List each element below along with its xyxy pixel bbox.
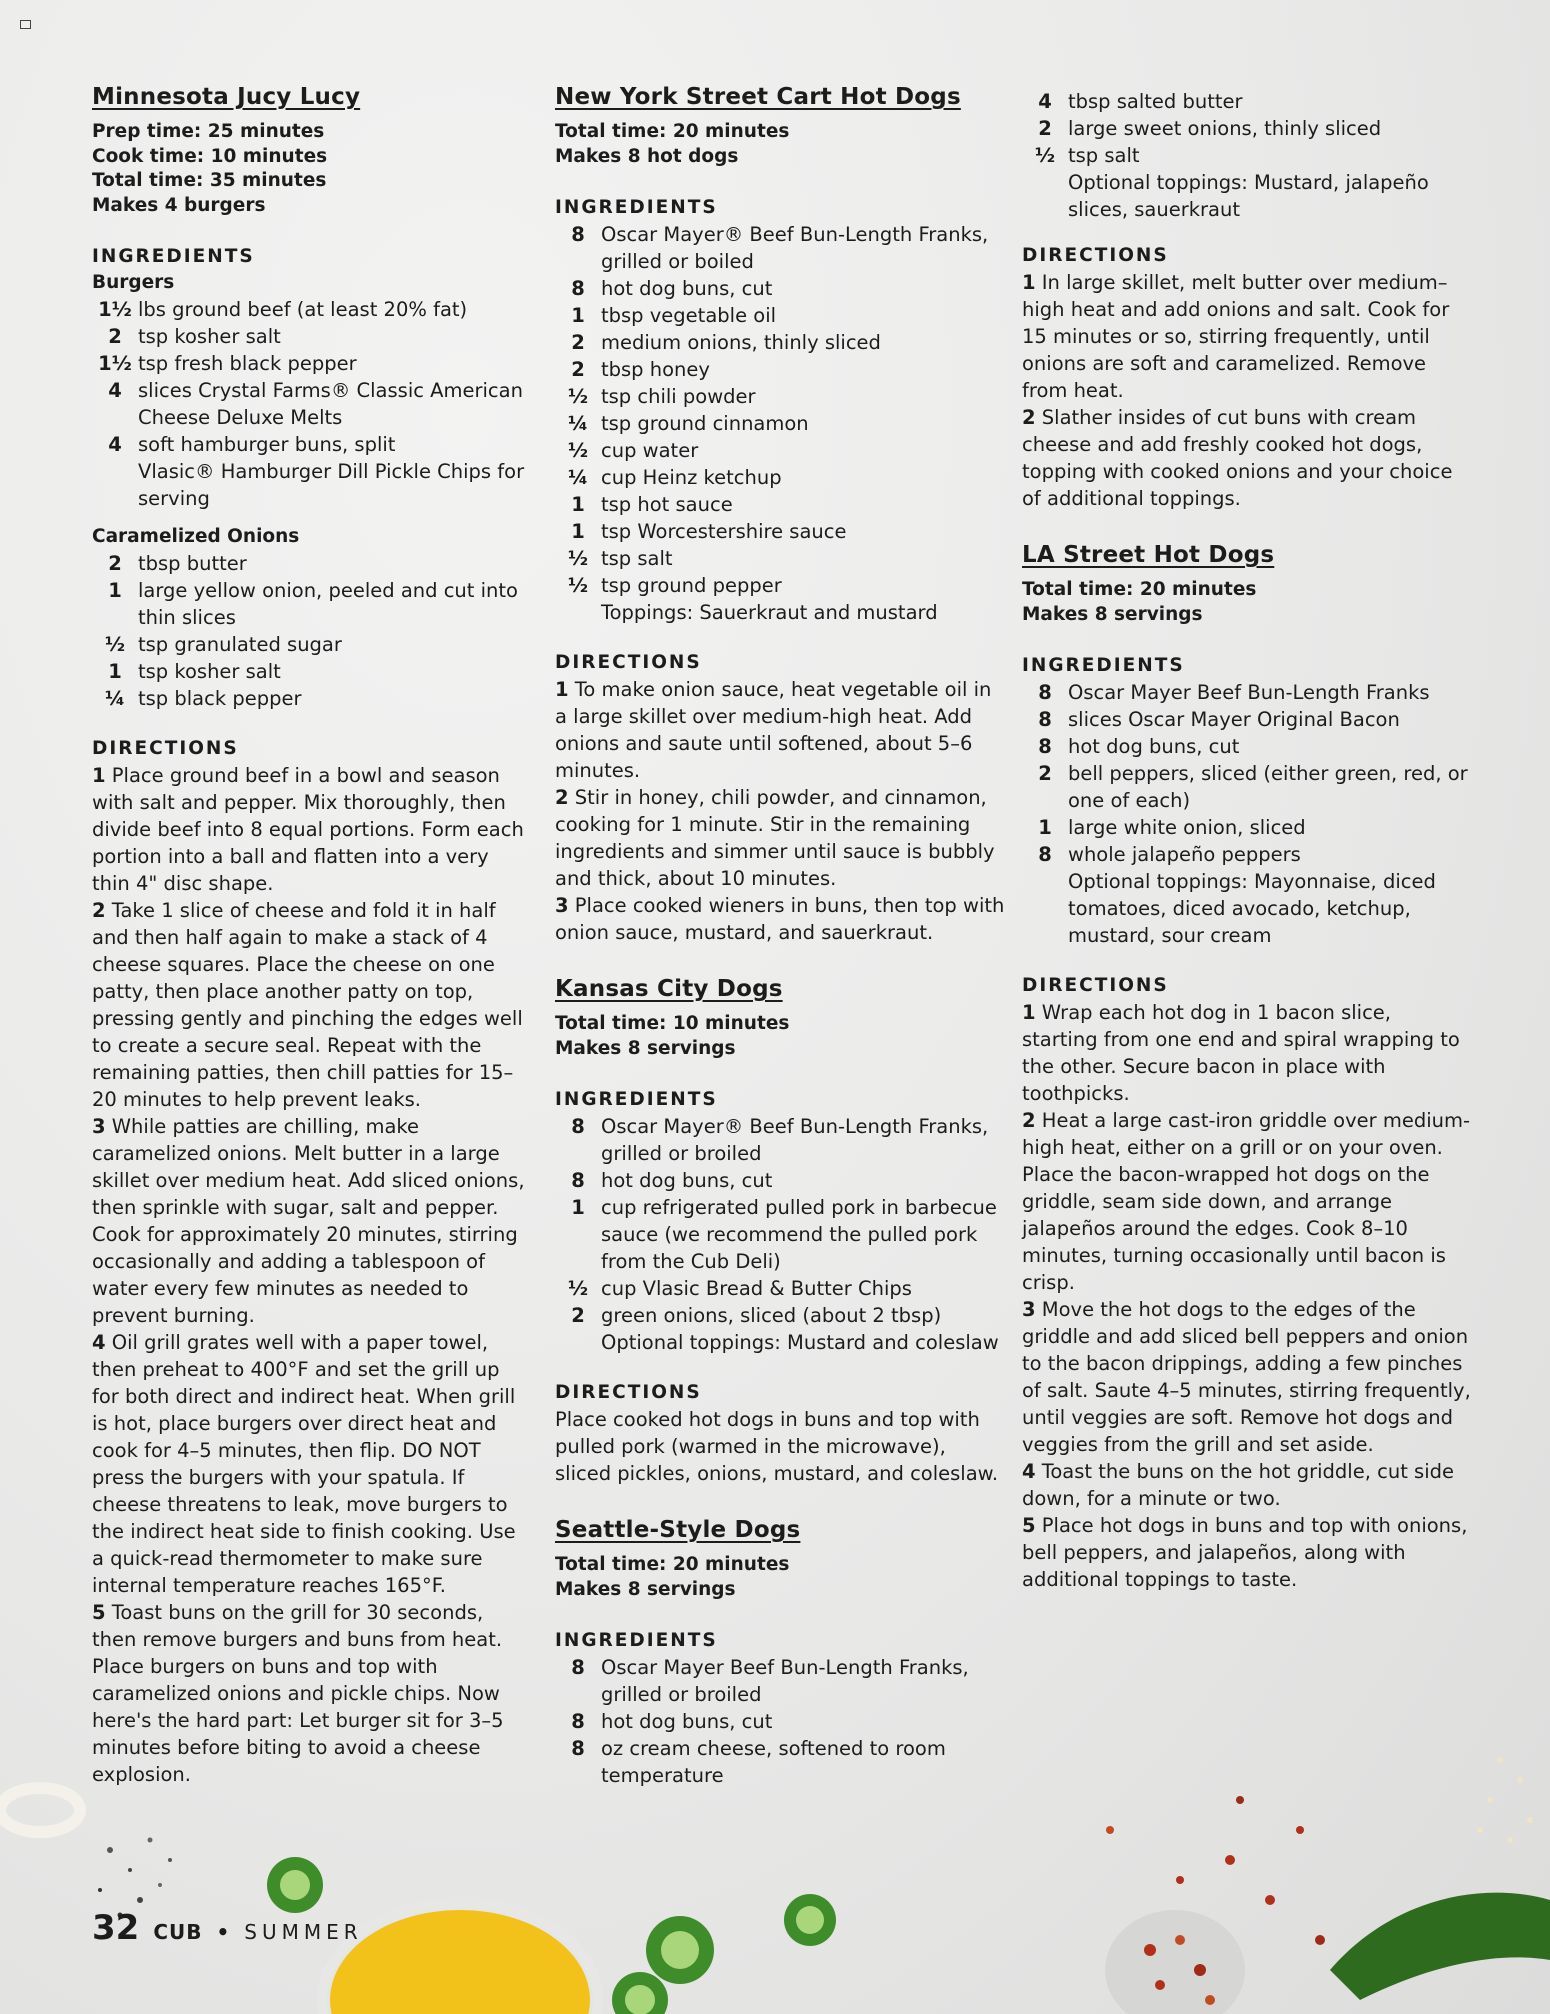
ingredient-text: Oscar Mayer Beef Bun-Length Franks <box>1068 681 1430 704</box>
ingredient-text: Toppings: Sauerkraut and mustard <box>601 601 938 624</box>
total-time: Total time: 20 minutes <box>555 121 790 142</box>
ingredient-text: Oscar Mayer® Beef Bun-Length Franks, grilled or broiled <box>601 1115 989 1165</box>
ingredient-quantity: 2 <box>571 1304 585 1327</box>
direction-step <box>555 892 1005 946</box>
ingredient-item <box>92 377 532 431</box>
directions-heading: DIRECTIONS <box>555 1382 702 1403</box>
total-time: Total time: 20 minutes <box>555 1554 790 1575</box>
subsection-heading: Caramelized Onions <box>92 526 300 547</box>
ingredient-quantity: ½ <box>567 1277 589 1300</box>
step-text: Heat a large cast-iron griddle over medium-high heat, either on a grill or on your oven. Place the bacon-wrapped hot dogs on the griddle, seam side down, and arrange jalapeños around the edges. Cook 8–10 minutes, turning occasionally until bacon is crisp. <box>1022 1109 1471 1294</box>
direction-step <box>92 897 532 1113</box>
yield: Makes 8 hot dogs <box>555 145 739 167</box>
directions-heading: DIRECTIONS <box>92 738 239 759</box>
ingredient-item <box>92 685 532 712</box>
recipe-meta <box>555 1012 1005 1061</box>
ingredient-text: tsp kosher salt <box>138 660 281 683</box>
ingredient-quantity: 8 <box>571 1737 585 1760</box>
ingredient-quantity <box>555 599 601 626</box>
recipe-meta <box>555 1553 1005 1602</box>
direction-step <box>1022 269 1472 404</box>
ingredient-quantity: 1 <box>108 579 122 602</box>
ingredient-item <box>92 350 532 377</box>
ingredient-list <box>555 1113 1005 1356</box>
recipe-column-1 <box>92 84 532 1788</box>
ingredient-text: lbs ground beef (at least 20% fat) <box>138 298 468 321</box>
directions-heading: DIRECTIONS <box>1022 975 1169 996</box>
ingredient-text: Optional toppings: Mayonnaise, diced tomatoes, diced avocado, ketchup, mustard, sour cream <box>1068 870 1436 947</box>
ingredient-list <box>555 221 1005 626</box>
ingredient-quantity: 1 <box>571 493 585 516</box>
ingredient-text: tsp black pepper <box>138 687 302 710</box>
recipe-title: New York Street Cart Hot Dogs <box>555 84 961 110</box>
direction-step <box>555 784 1005 892</box>
step-number: 1 <box>1022 1001 1036 1024</box>
recipe-meta <box>555 120 1005 169</box>
ingredient-quantity: 8 <box>571 1710 585 1733</box>
ingredient-item <box>555 464 1005 491</box>
yield: Makes 8 servings <box>555 1578 736 1600</box>
ingredient-item <box>555 491 1005 518</box>
total-time: Total time: 35 minutes <box>92 170 327 191</box>
ingredient-text: tsp fresh black pepper <box>138 352 357 375</box>
ingredient-item <box>92 550 532 577</box>
ingredient-item <box>92 577 532 631</box>
ingredient-quantity: 8 <box>571 1169 585 1192</box>
ingredients-heading: INGREDIENTS <box>1022 655 1185 676</box>
ingredient-quantity: 4 <box>108 379 122 402</box>
ingredient-text: slices Crystal Farms® Classic American Cheese Deluxe Melts <box>138 379 523 429</box>
ingredient-item <box>92 631 532 658</box>
ingredient-item <box>555 1654 1005 1708</box>
ingredient-quantity: 8 <box>571 1115 585 1138</box>
sesame-seeds-decoration <box>1477 1757 1533 1843</box>
ingredient-quantity: 8 <box>1038 843 1052 866</box>
ingredient-quantity: 8 <box>571 1656 585 1679</box>
direction-step <box>92 1599 532 1788</box>
step-number: 2 <box>1022 1109 1036 1132</box>
direction-step <box>92 1113 532 1329</box>
ingredient-item <box>555 518 1005 545</box>
ingredient-text: cup Heinz ketchup <box>601 466 782 489</box>
ingredient-text: large sweet onions, thinly sliced <box>1068 117 1382 140</box>
ingredient-text: Oscar Mayer Beef Bun-Length Franks, grilled or broiled <box>601 1656 969 1706</box>
ingredient-text: Vlasic® Hamburger Dill Pickle Chips for serving <box>138 460 525 510</box>
directions-text: Place cooked hot dogs in buns and top with pulled pork (warmed in the microwave), sliced pickles, onions, mustard, and coleslaw. <box>555 1408 999 1485</box>
step-text: While patties are chilling, make caramelized onions. Melt butter in a large skillet over medium heat. Add sliced onions, then sprinkle with sugar, salt and pepper. Cook for approximately 20 minutes, stirring occasionally and adding a tablespoon of water every few minutes as needed to prevent burning. <box>92 1115 525 1327</box>
jalapeno-pepper-decoration <box>1330 1893 1550 2000</box>
ingredient-item <box>1022 814 1472 841</box>
recipe-title: LA Street Hot Dogs <box>1022 542 1275 568</box>
step-number: 1 <box>92 764 106 787</box>
ingredient-item <box>92 458 532 512</box>
step-number: 2 <box>1022 406 1036 429</box>
ingredient-quantity: 4 <box>1038 90 1052 113</box>
ingredient-text: tsp ground pepper <box>601 574 782 597</box>
ingredient-text: green onions, sliced (about 2 tbsp) <box>601 1304 942 1327</box>
ingredient-text: Oscar Mayer® Beef Bun-Length Franks, grilled or boiled <box>601 223 989 273</box>
total-time: Total time: 20 minutes <box>1022 579 1257 600</box>
step-number: 3 <box>555 894 569 917</box>
ingredient-quantity: 8 <box>571 277 585 300</box>
prep-time: Prep time: 25 minutes <box>92 121 325 142</box>
chili-flakes-decoration <box>1105 1796 1325 2014</box>
ingredient-quantity: 4 <box>108 433 122 456</box>
directions-list <box>1022 269 1472 512</box>
ingredient-item <box>1022 733 1472 760</box>
ingredient-quantity: 2 <box>108 325 122 348</box>
ingredient-item <box>555 572 1005 599</box>
step-number: 4 <box>92 1331 106 1354</box>
step-text: Oil grill grates well with a paper towel, then preheat to 400°F and set the grill up for both direct and indirect heat. When grill is hot, place burgers over direct heat and cook for 4–5 minutes, then flip. DO NOT press the burgers with your spatula. If cheese threatens to leak, move burgers to the indirect heat side to finish cooking. Use a quick-read thermometer to make sure internal temperature reaches 165°F. <box>92 1331 516 1597</box>
ingredient-quantity: ¼ <box>567 412 589 435</box>
ingredient-item <box>555 1113 1005 1167</box>
step-number: 1 <box>555 678 569 701</box>
ingredient-text: tsp kosher salt <box>138 325 281 348</box>
ingredient-text: tbsp butter <box>138 552 247 575</box>
ingredient-text: tsp hot sauce <box>601 493 733 516</box>
ingredient-item <box>555 383 1005 410</box>
ingredient-item <box>1022 706 1472 733</box>
ingredient-text: cup Vlasic Bread & Butter Chips <box>601 1277 912 1300</box>
ingredients-heading: INGREDIENTS <box>555 1089 718 1110</box>
recipe-title: Seattle-Style Dogs <box>555 1517 801 1543</box>
direction-step <box>1022 999 1472 1107</box>
ingredient-quantity <box>92 458 138 512</box>
ingredient-item <box>555 1708 1005 1735</box>
ingredient-item <box>555 1275 1005 1302</box>
ingredient-item <box>555 356 1005 383</box>
ingredient-text: hot dog buns, cut <box>601 1169 773 1192</box>
ingredient-text: oz cream cheese, softened to room temperature <box>601 1737 946 1787</box>
season-label: SUMMER <box>244 1920 363 1944</box>
ingredient-item <box>92 658 532 685</box>
ingredient-quantity: 8 <box>1038 708 1052 731</box>
ingredient-text: hot dog buns, cut <box>601 1710 773 1733</box>
ingredient-quantity <box>1022 169 1068 223</box>
ingredient-text: tsp chili powder <box>601 385 756 408</box>
cook-time: Cook time: 10 minutes <box>92 145 328 167</box>
ingredient-item <box>92 323 532 350</box>
ingredient-item <box>555 437 1005 464</box>
ingredient-quantity: ¼ <box>567 466 589 489</box>
ingredient-item <box>1022 679 1472 706</box>
step-text: In large skillet, melt butter over medium–high heat and add onions and salt. Cook for 15 minutes or so, stirring frequently, until onions are soft and caramelized. Remove from heat. <box>1022 271 1450 402</box>
page-number: 32 <box>92 1908 140 1948</box>
ingredient-quantity: ½ <box>567 385 589 408</box>
ingredient-quantity: 2 <box>571 358 585 381</box>
yield: Makes 8 servings <box>555 1037 736 1059</box>
ingredient-item <box>1022 88 1472 115</box>
ingredient-list <box>92 550 532 712</box>
ingredient-item <box>555 1735 1005 1789</box>
brand-name: CUB <box>153 1920 203 1944</box>
ingredient-quantity: ½ <box>1034 144 1056 167</box>
ingredient-quantity: 1 <box>571 304 585 327</box>
ingredient-text: tsp Worcestershire sauce <box>601 520 847 543</box>
ingredient-item <box>1022 169 1472 223</box>
ingredient-quantity: 2 <box>1038 117 1052 140</box>
ingredient-item <box>555 275 1005 302</box>
pepper-grains-decoration <box>98 1838 172 1918</box>
recipe-column-2 <box>555 84 1005 1789</box>
direction-step <box>1022 1458 1472 1512</box>
ingredient-quantity: 8 <box>1038 681 1052 704</box>
ingredient-text: slices Oscar Mayer Original Bacon <box>1068 708 1400 731</box>
step-text: Wrap each hot dog in 1 bacon slice, starting from one end and spiral wrapping to the other. Secure bacon in place with toothpicks. <box>1022 1001 1460 1105</box>
step-text: Stir in honey, chili powder, and cinnamon, cooking for 1 minute. Stir in the remaining ingredients and simmer until sauce is bubbly and thick, about 10 minutes. <box>555 786 995 890</box>
ingredient-text: tbsp vegetable oil <box>601 304 777 327</box>
ingredient-quantity: 2 <box>571 331 585 354</box>
direction-step <box>1022 1512 1472 1593</box>
step-text: Place hot dogs in buns and top with onions, bell peppers, and jalapeños, along with additional toppings to taste. <box>1022 1514 1468 1591</box>
ingredient-quantity: 1 <box>1038 816 1052 839</box>
step-text: Place ground beef in a bowl and season with salt and pepper. Mix thoroughly, then divide beef into 8 equal portions. Form each portion into a ball and flatten into a very thin 4" disc shape. <box>92 764 524 895</box>
ingredient-item <box>1022 115 1472 142</box>
ingredient-quantity: 8 <box>1038 735 1052 758</box>
ingredient-text: tbsp salted butter <box>1068 90 1243 113</box>
ingredient-item <box>555 1194 1005 1275</box>
ingredient-quantity: 2 <box>1038 762 1052 785</box>
step-number: 3 <box>92 1115 106 1138</box>
ingredient-item <box>555 410 1005 437</box>
ingredients-heading: INGREDIENTS <box>555 197 718 218</box>
ingredient-quantity: 1 <box>571 1196 585 1219</box>
ingredient-item <box>1022 841 1472 868</box>
subsection-heading: Burgers <box>92 272 175 293</box>
recipe-meta <box>92 120 532 218</box>
recipe-title: Kansas City Dogs <box>555 976 783 1002</box>
recipe-column-3 <box>1022 88 1472 1593</box>
ingredient-item <box>555 1167 1005 1194</box>
ingredient-item <box>555 545 1005 572</box>
step-text: To make onion sauce, heat vegetable oil in a large skillet over medium-high heat. Add onions and saute until softened, about 5–6 minutes. <box>555 678 992 782</box>
step-text: Toast buns on the grill for 30 seconds, then remove burgers and buns from heat. Place burgers on buns and top with caramelized onions and pickle chips. Now here's the hard part: Let burger sit for 3–5 minutes before biting to avoid a cheese explosion. <box>92 1601 504 1786</box>
ingredient-text: soft hamburger buns, split <box>138 433 396 456</box>
ingredient-item <box>555 1329 1005 1356</box>
ingredient-item <box>555 302 1005 329</box>
ingredient-text: large white onion, sliced <box>1068 816 1306 839</box>
ingredients-heading: INGREDIENTS <box>92 246 255 267</box>
directions-list <box>92 762 532 1788</box>
step-number: 3 <box>1022 1298 1036 1321</box>
directions-list <box>555 676 1005 946</box>
direction-step <box>92 1329 532 1599</box>
ingredient-item <box>1022 868 1472 949</box>
yield: Makes 8 servings <box>1022 603 1203 625</box>
onion-ring-decoration <box>0 1788 80 1832</box>
footer-separator: • <box>216 1920 231 1944</box>
ingredient-text: large yellow onion, peeled and cut into thin slices <box>138 579 518 629</box>
ingredient-quantity: ½ <box>567 547 589 570</box>
direction-step <box>555 676 1005 784</box>
flag-icon <box>20 20 31 29</box>
directions-heading: DIRECTIONS <box>555 652 702 673</box>
ingredient-item <box>1022 142 1472 169</box>
ingredient-item <box>1022 760 1472 814</box>
ingredient-item <box>92 431 532 458</box>
directions-heading: DIRECTIONS <box>1022 245 1169 266</box>
ingredient-quantity <box>1022 868 1068 949</box>
ingredient-list <box>1022 88 1472 223</box>
ingredient-text: tsp granulated sugar <box>138 633 342 656</box>
ingredient-text: hot dog buns, cut <box>1068 735 1240 758</box>
step-text: Take 1 slice of cheese and fold it in half and then half again to make a stack of 4 cheese squares. Place the cheese on one patty, then place another patty on top, pressing gently and pinching the edges well to create a secure seal. Repeat with the remaining patties, then chill patties for 15–20 minutes to help prevent leaks. <box>92 899 523 1111</box>
ingredient-text: medium onions, thinly sliced <box>601 331 881 354</box>
directions-list <box>1022 999 1472 1593</box>
ingredient-quantity <box>555 1329 601 1356</box>
ingredient-text: bell peppers, sliced (either green, red, or one of each) <box>1068 762 1468 812</box>
ingredients-heading: INGREDIENTS <box>555 1630 718 1651</box>
ingredient-text: whole jalapeño peppers <box>1068 843 1301 866</box>
ingredient-text: tsp ground cinnamon <box>601 412 809 435</box>
ingredient-quantity: 1½ <box>98 298 132 321</box>
step-text: Toast the buns on the hot griddle, cut side down, for a minute or two. <box>1022 1460 1454 1510</box>
step-number: 1 <box>1022 271 1036 294</box>
ingredient-item <box>555 1302 1005 1329</box>
ingredient-list <box>555 1654 1005 1789</box>
step-text: Move the hot dogs to the edges of the griddle and add sliced bell peppers and onion to the bacon drippings, adding a few pinches of salt. Saute 4–5 minutes, stirring frequently, until veggies are soft. Remove hot dogs and veggies from the grill and set aside. <box>1022 1298 1471 1456</box>
ingredient-quantity: ½ <box>104 633 126 656</box>
ingredient-text: Optional toppings: Mustard and coleslaw <box>601 1331 999 1354</box>
direction-step <box>1022 404 1472 512</box>
ingredient-text: cup refrigerated pulled pork in barbecue sauce (we recommend the pulled pork from the Cub Deli) <box>601 1196 997 1273</box>
total-time: Total time: 10 minutes <box>555 1013 790 1034</box>
ingredient-text: Optional toppings: Mustard, jalapeño slices, sauerkraut <box>1068 171 1429 221</box>
direction-step <box>1022 1296 1472 1458</box>
step-number: 2 <box>555 786 569 809</box>
direction-step <box>1022 1107 1472 1296</box>
ingredient-item <box>555 329 1005 356</box>
yield: Makes 4 burgers <box>92 194 266 216</box>
ingredient-item <box>555 599 1005 626</box>
ingredient-item <box>92 296 532 323</box>
ingredient-quantity: 2 <box>108 552 122 575</box>
ingredient-quantity: ½ <box>567 574 589 597</box>
step-number: 5 <box>92 1601 106 1624</box>
ingredient-quantity: ¼ <box>104 687 126 710</box>
ingredient-quantity: 8 <box>571 223 585 246</box>
ingredient-item <box>555 221 1005 275</box>
step-number: 2 <box>92 899 106 922</box>
ingredient-list <box>1022 679 1472 949</box>
recipe-meta <box>1022 578 1472 627</box>
ingredient-text: tsp salt <box>1068 144 1140 167</box>
ingredient-text: cup water <box>601 439 699 462</box>
step-number: 5 <box>1022 1514 1036 1537</box>
ingredient-quantity: 1 <box>108 660 122 683</box>
ingredient-text: tsp salt <box>601 547 673 570</box>
ingredient-quantity: ½ <box>567 439 589 462</box>
ingredient-quantity: 1½ <box>98 352 132 375</box>
ingredient-text: hot dog buns, cut <box>601 277 773 300</box>
ingredient-list <box>92 296 532 512</box>
page-footer <box>92 1908 363 1948</box>
step-number: 4 <box>1022 1460 1036 1483</box>
ingredient-text: tbsp honey <box>601 358 710 381</box>
step-text: Place cooked wieners in buns, then top with onion sauce, mustard, and sauerkraut. <box>555 894 1005 944</box>
recipe-title: Minnesota Jucy Lucy <box>92 84 361 110</box>
direction-step <box>92 762 532 897</box>
ingredient-quantity: 1 <box>571 520 585 543</box>
step-text: Slather insides of cut buns with cream cheese and add freshly cooked hot dogs, topping with cooked onions and your choice of additional toppings. <box>1022 406 1453 510</box>
